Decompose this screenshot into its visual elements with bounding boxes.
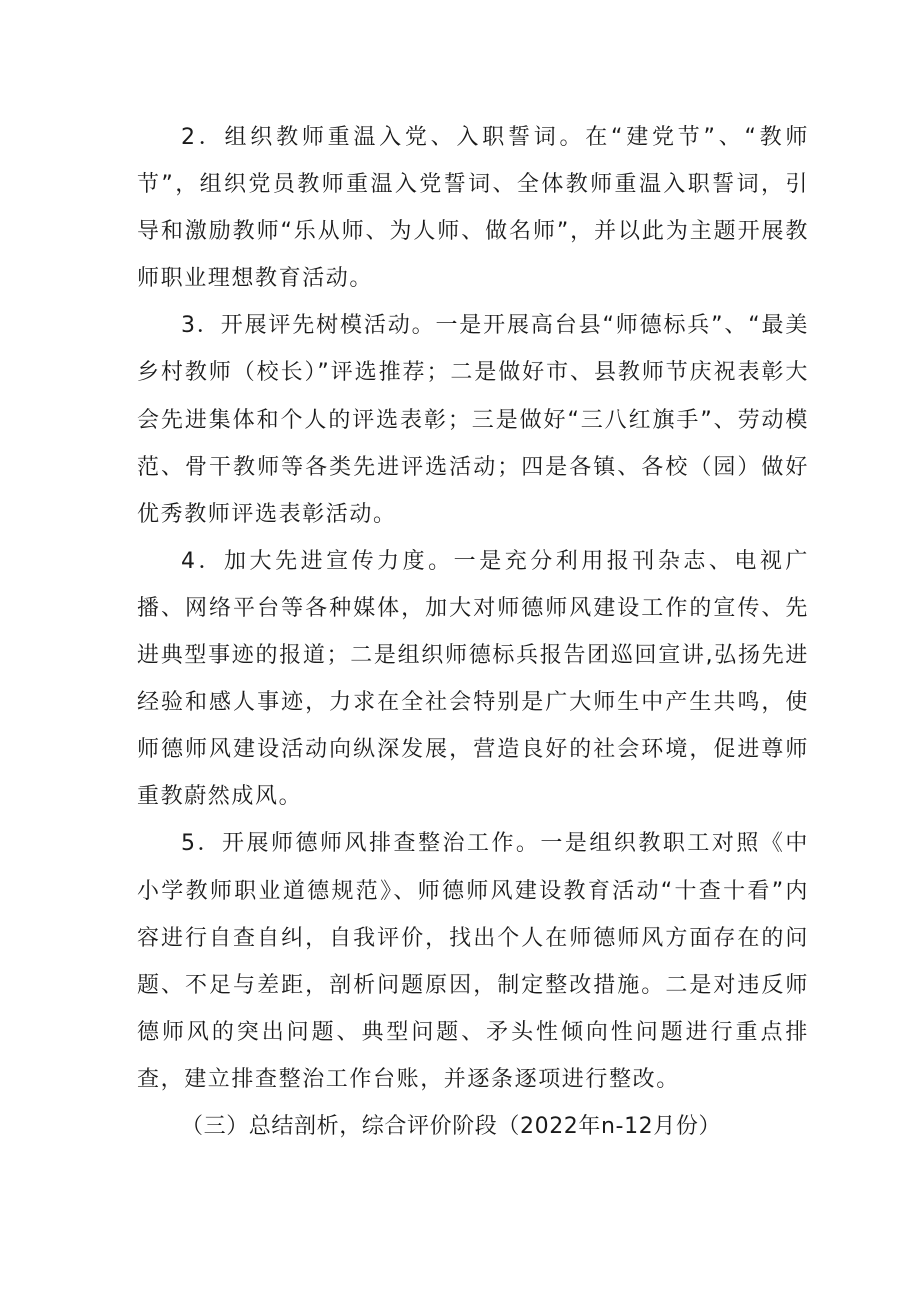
- paragraph-item-2: 2．组织教师重温入党、入职誓词。在“建党节”、“教师节”，组织党员教师重温入党誓词、全体教师重温入职誓词，引导和激励教师“乐从师、为人师、做名师”，并以此为主题开展教师职业理想教育活动。: [137, 125, 809, 292]
- paragraph-item-4: 4．加大先进宣传力度。一是充分利用报刊杂志、电视广播、网络平台等各种媒体，加大对师德师风建设工作的宣传、先进典型事迹的报道；二是组织师德标兵报告团巡回宣讲,弘扬先进经验和感人事迹，力求在全社会特别是广大师生中产生共鸣，使师德师风建设活动向纵深发展，营造良好的社会环境，促进尊师重教蔚然成风。: [137, 548, 809, 810]
- paragraph-item-5: 5．开展师德师风排查整治工作。一是组织教职工对照《中小学教师职业道德规范》、师德师风建设教育活动“十查十看”内容进行自查自纠，自我评价，找出个人在师德师风方面存在的问题、不足与差距，剖析问题原因，制定整改措施。二是对违反师德师风的突出问题、典型问题、矛头性倾向性问题进行重点排查，建立排查整治工作台账，并逐条逐项进行整改。: [137, 831, 809, 1092]
- section-heading: （三）总结剖析，综合评价阶段（2022年n-12月份）: [181, 1113, 722, 1139]
- paragraph-item-3: 3．开展评先树模活动。一是开展高台县“师德标兵”、“最美乡村教师（校长）”评选推荐；二是做好市、县教师节庆祝表彰大会先进集体和个人的评选表彰；三是做好“三八红旗手”、劳动模范、骨干教师等各类先进评选活动；四是各镇、各校（园）做好优秀教师评选表彰活动。: [137, 313, 809, 527]
- document-body: [137, 114, 809, 1150]
